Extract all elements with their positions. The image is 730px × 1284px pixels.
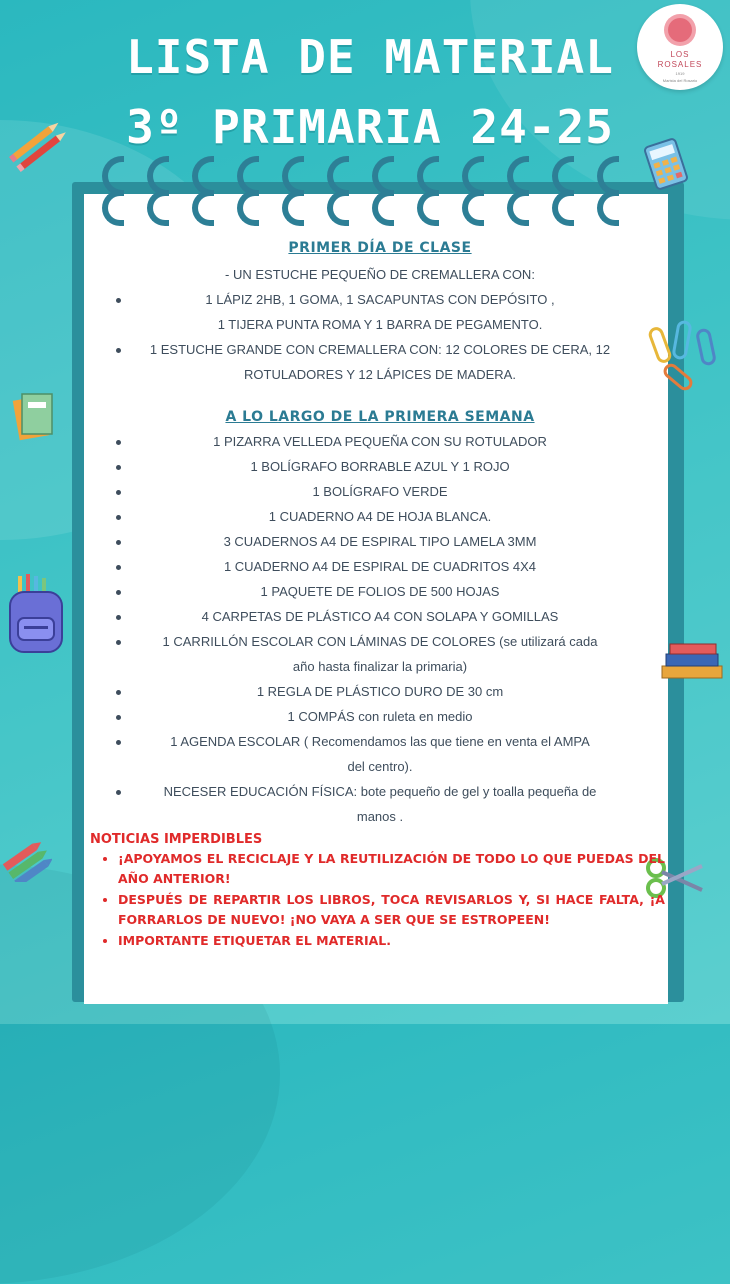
ring-hook (597, 190, 619, 226)
logo-text-2: ROSALES (657, 60, 703, 69)
list-item: 1 ESTUCHE GRANDE CON CREMALLERA CON: 12 COLORES DE CERA, 12 (100, 337, 660, 362)
notices-box (90, 832, 665, 952)
material-list (100, 240, 660, 829)
list-item: 3 CUADERNOS A4 DE ESPIRAL TIPO LAMELA 3MM (100, 529, 660, 554)
list-item: 1 PIZARRA VELLEDA PEQUEÑA CON SU ROTULADOR (100, 429, 660, 454)
logo-text-3: 1919 (675, 71, 685, 76)
ring-hook (327, 190, 349, 226)
ring-hook (462, 190, 484, 226)
crayons-icon (0, 836, 52, 882)
spiral-ring (593, 150, 623, 230)
ring-hook (417, 190, 439, 226)
spiral-ring (458, 150, 488, 230)
backpack-icon (4, 572, 68, 656)
paperclips-icon (648, 318, 728, 396)
first-week-list (100, 429, 660, 829)
notice-item: • IMPORTANTE ETIQUETAR EL MATERIAL. (118, 931, 665, 951)
spiral-ring (548, 150, 578, 230)
spiral-ring (143, 150, 173, 230)
spiral-ring (233, 150, 263, 230)
spiral-ring (368, 150, 398, 230)
list-item: 1 CARRILLÓN ESCOLAR CON LÁMINAS DE COLORES (se utilizará cada (100, 629, 660, 654)
books-stack-icon (658, 640, 726, 684)
title-line-1: LISTA DE MATERIAL (126, 30, 614, 84)
list-item: 1 BOLÍGRAFO BORRABLE AZUL Y 1 ROJO (100, 454, 660, 479)
list-item: - UN ESTUCHE PEQUEÑO DE CREMALLERA CON: (225, 267, 535, 282)
list-item: año hasta finalizar la primaria) (292, 659, 468, 674)
notices-heading: NOTICIAS IMPERDIBLES (90, 832, 263, 847)
logo-text-4: Marista del Rosario (662, 78, 698, 83)
calculator-icon (640, 138, 692, 190)
ring-hook (237, 190, 259, 226)
list-item: 1 AGENDA ESCOLAR ( Recomendamos las que tiene en venta el AMPA (100, 729, 660, 754)
section-title-first-week: A LO LARGO DE LA PRIMERA SEMANA (225, 409, 535, 425)
ring-hook (372, 190, 394, 226)
section-title-first-day: PRIMER DÍA DE CLASE (288, 240, 472, 256)
list-item: 1 CUADERNO A4 DE ESPIRAL DE CUADRITOS 4X4 (100, 554, 660, 579)
list-item: 1 CUADERNO A4 DE HOJA BLANCA. (100, 504, 660, 529)
ring-hook (507, 190, 529, 226)
spiral-ring (188, 150, 218, 230)
spiral-ring (323, 150, 353, 230)
ring-hook (147, 190, 169, 226)
ring-hook (552, 190, 574, 226)
list-item: 1 BOLÍGRAFO VERDE (100, 479, 660, 504)
logo-text-1: LOS (670, 50, 690, 59)
notice-item: • ¡APOYAMOS EL RECICLAJE Y LA REUTILIZACIÓN DE TODO LO QUE PUEDAS DEL AÑO ANTERIOR! (118, 849, 665, 889)
ring-hook (102, 190, 124, 226)
title-line-2: 3º PRIMARIA 24-25 (126, 100, 614, 154)
list-item: NECESER EDUCACIÓN FÍSICA: bote pequeño de gel y toalla pequeña de (100, 779, 660, 804)
spiral-ring (503, 150, 533, 230)
list-item: 1 REGLA DE PLÁSTICO DURO DE 30 cm (100, 679, 660, 704)
list-item: 4 CARPETAS DE PLÁSTICO A4 CON SOLAPA Y GOMILLAS (100, 604, 660, 629)
spiral-ring (278, 150, 308, 230)
list-item: ROTULADORES Y 12 LÁPICES DE MADERA. (244, 367, 516, 382)
spiral-binding (96, 150, 656, 240)
list-item: 1 LÁPIZ 2HB, 1 GOMA, 1 SACAPUNTAS CON DEPÓSITO , (100, 287, 660, 312)
spiral-ring (98, 150, 128, 230)
list-item: 1 PAQUETE DE FOLIOS DE 500 HOJAS (100, 579, 660, 604)
spiral-ring (413, 150, 443, 230)
school-logo (637, 4, 723, 90)
list-item: del centro). (347, 759, 413, 774)
ring-hook (282, 190, 304, 226)
first-day-list (100, 262, 660, 387)
ring-hook (192, 190, 214, 226)
list-item: 1 TIJERA PUNTA ROMA Y 1 BARRA DE PEGAMENTO. (217, 317, 543, 332)
pencils-icon (6, 112, 72, 178)
notice-item: • DESPUÉS DE REPARTIR LOS LIBROS, TOCA REVISARLOS Y, SI HACE FALTA, ¡A FORRARLOS DE NUEVO! ¡NO VAYA A SER QUE SE ESTROPEEN! (118, 890, 665, 930)
notices-list (90, 849, 665, 951)
list-item: 1 COMPÁS con ruleta en medio (100, 704, 660, 729)
notebooks-icon (12, 388, 56, 444)
rose-icon (668, 18, 692, 42)
list-item: manos . (356, 809, 404, 824)
